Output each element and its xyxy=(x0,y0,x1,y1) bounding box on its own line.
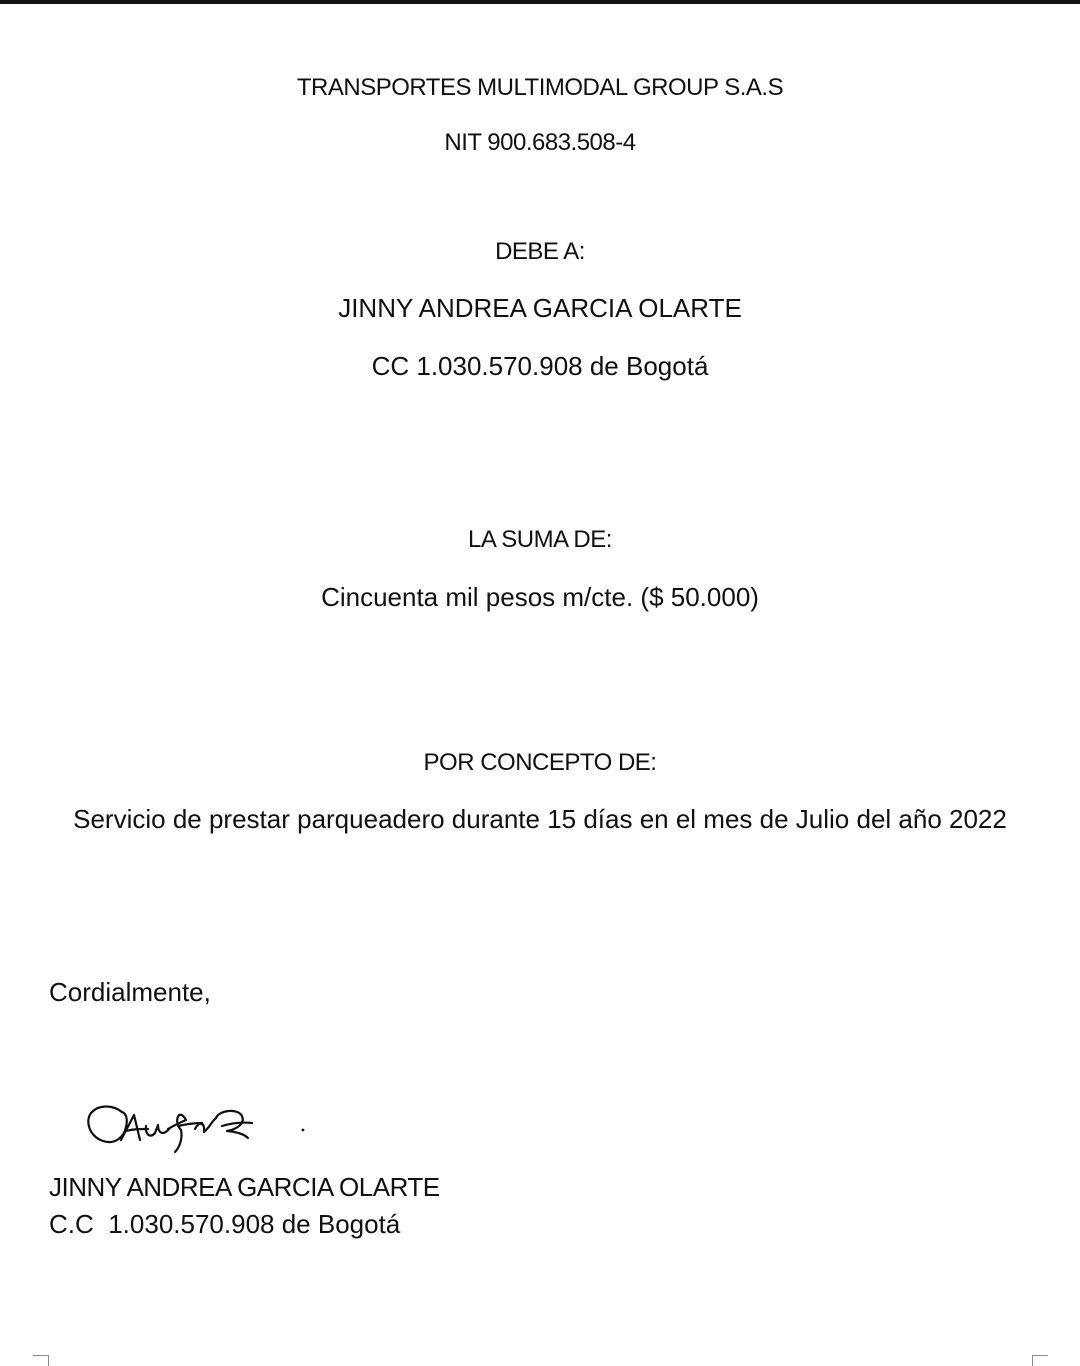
signer-id: C.C 1.030.570.908 de Bogotá xyxy=(49,1209,401,1239)
closing-text: Cordialmente, xyxy=(49,977,211,1007)
amount-text: Cincuenta mil pesos m/cte. ($ 50.000) xyxy=(321,582,759,612)
top-border xyxy=(0,0,1080,4)
amount-heading: LA SUMA DE: xyxy=(468,526,612,553)
concept-heading: POR CONCEPTO DE: xyxy=(423,749,657,776)
page-corner-marker-icon xyxy=(33,1355,49,1366)
page-corner-marker-icon xyxy=(1032,1355,1048,1366)
debtor-heading: DEBE A: xyxy=(495,238,585,265)
signer-name: JINNY ANDREA GARCIA OLARTE xyxy=(49,1172,440,1202)
creditor-name: JINNY ANDREA GARCIA OLARTE xyxy=(338,293,742,323)
creditor-id: CC 1.030.570.908 de Bogotá xyxy=(371,351,709,381)
company-name: TRANSPORTES MULTIMODAL GROUP S.A.S xyxy=(296,74,784,101)
company-nit: NIT 900.683.508-4 xyxy=(444,129,636,156)
signature-icon xyxy=(82,1098,308,1158)
concept-text: Servicio de prestar parqueadero durante 15 días en el mes de Julio del año 2022 xyxy=(73,804,1007,834)
